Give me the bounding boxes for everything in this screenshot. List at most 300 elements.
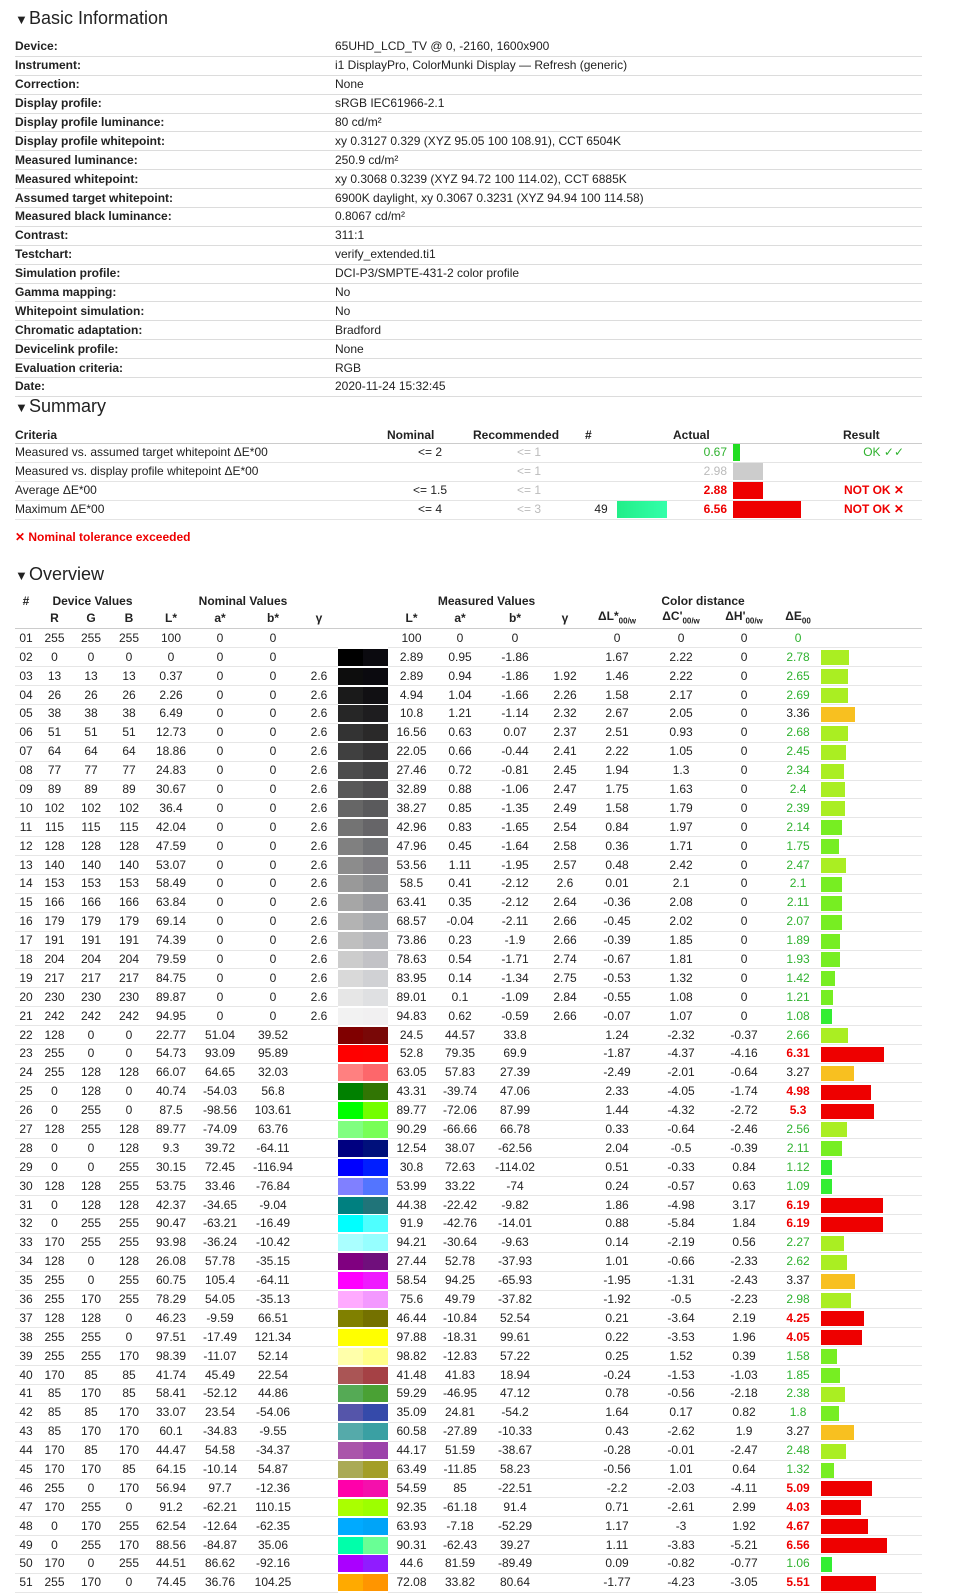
measured-a: 79.35: [435, 1044, 485, 1063]
delta-h: -0.39: [713, 1139, 775, 1158]
delta-c: 2.22: [649, 667, 713, 686]
device-r: 170: [37, 1233, 72, 1252]
delta-h: 1.92: [713, 1517, 775, 1536]
measured-gamma: [545, 1252, 585, 1271]
col-count: #: [585, 426, 617, 444]
delta-e-bar-cell: [821, 742, 922, 761]
device-g: 217: [72, 969, 110, 988]
summary-heading[interactable]: [15, 396, 106, 417]
delta-h: -2.72: [713, 1101, 775, 1120]
measured-l: 30.8: [388, 1158, 435, 1177]
delta-h: 0: [713, 686, 775, 705]
row-number: 22: [15, 1026, 37, 1045]
group-nominal-values: Nominal Values: [198, 594, 288, 608]
nominal-l: 44.51: [148, 1555, 194, 1574]
delta-e: 1.12: [775, 1158, 821, 1177]
delta-e-bar: [821, 764, 844, 779]
swatch-cell: [338, 1139, 388, 1158]
row-number: 49: [15, 1536, 37, 1555]
delta-h: 0: [713, 1007, 775, 1026]
nominal-b: 0: [246, 704, 300, 723]
delta-e-bar: [821, 1104, 874, 1119]
device-swatch: [338, 857, 363, 874]
swatch-cell: [338, 1271, 388, 1290]
delta-e-bar-cell: [821, 1139, 922, 1158]
delta-e-bar: [821, 1538, 887, 1553]
measured-gamma: 2.26: [545, 686, 585, 705]
measured-gamma: [545, 1139, 585, 1158]
col-nominal-l: L*: [148, 609, 194, 629]
device-r: 170: [37, 1441, 72, 1460]
overview-row: [15, 1063, 922, 1082]
device-b: 128: [110, 1252, 148, 1271]
delta-e-bar: [821, 1387, 845, 1402]
measured-l: 16.56: [388, 723, 435, 742]
summary-count-bar-cell: [617, 444, 673, 463]
device-r: 128: [37, 837, 72, 856]
delta-e-bar: [821, 839, 839, 854]
row-number: 44: [15, 1441, 37, 1460]
measured-b: -1.86: [485, 667, 545, 686]
measured-l: 59.29: [388, 1385, 435, 1404]
nominal-a: 0: [194, 1007, 246, 1026]
nominal-l: 0: [148, 648, 194, 667]
nominal-l: 62.54: [148, 1517, 194, 1536]
nominal-b: 110.15: [246, 1498, 300, 1517]
delta-h: 1.84: [713, 1215, 775, 1234]
measured-gamma: 2.47: [545, 780, 585, 799]
measured-l: 42.96: [388, 818, 435, 837]
measured-a: 24.81: [435, 1403, 485, 1422]
device-g: 64: [72, 742, 110, 761]
device-g: 0: [72, 1158, 110, 1177]
measured-a: 0.62: [435, 1007, 485, 1026]
device-r: 255: [37, 629, 72, 648]
nominal-a: -62.21: [194, 1498, 246, 1517]
delta-c: -2.19: [649, 1233, 713, 1252]
delta-c: 2.02: [649, 912, 713, 931]
swatch-cell: [338, 1252, 388, 1271]
info-row: [15, 132, 922, 151]
measured-l: 2.89: [388, 648, 435, 667]
info-key: Display profile:: [15, 94, 335, 113]
measured-a: 0.41: [435, 874, 485, 893]
delta-e-bar-cell: [821, 1347, 922, 1366]
device-swatch: [338, 1102, 363, 1119]
measured-a: 0.72: [435, 761, 485, 780]
measured-l: 35.09: [388, 1403, 435, 1422]
swatch-cell: [338, 648, 388, 667]
measured-a: -27.89: [435, 1422, 485, 1441]
actual-bar: [733, 482, 763, 499]
device-b: 128: [110, 1120, 148, 1139]
measured-a: 33.22: [435, 1177, 485, 1196]
delta-c: 1.97: [649, 818, 713, 837]
overview-row: [15, 1479, 922, 1498]
measured-swatch: [363, 1367, 388, 1384]
nominal-l: 84.75: [148, 969, 194, 988]
nominal-gamma: [300, 1252, 338, 1271]
delta-e-bar: [821, 915, 842, 930]
actual-bar: [733, 463, 763, 480]
measured-a: 0: [435, 629, 485, 648]
nominal-a: 0: [194, 950, 246, 969]
overview-row: [15, 1233, 922, 1252]
device-swatch: [338, 1253, 363, 1270]
nominal-gamma: [300, 1026, 338, 1045]
device-r: 230: [37, 988, 72, 1007]
measured-l: 68.57: [388, 912, 435, 931]
delta-e: 2.98: [775, 1290, 821, 1309]
nominal-l: 30.67: [148, 780, 194, 799]
nominal-gamma: 2.6: [300, 874, 338, 893]
measured-b: -0.59: [485, 1007, 545, 1026]
delta-l: 0.21: [585, 1309, 649, 1328]
device-g: 0: [72, 1252, 110, 1271]
delta-e-bar-cell: [821, 1101, 922, 1120]
measured-swatch: [363, 649, 388, 666]
swatch-cell: [338, 1290, 388, 1309]
nominal-b: 0: [246, 629, 300, 648]
device-g: 0: [72, 1026, 110, 1045]
delta-e-bar: [821, 820, 842, 835]
measured-a: -46.95: [435, 1385, 485, 1404]
nominal-l: 58.41: [148, 1385, 194, 1404]
nominal-l: 30.15: [148, 1158, 194, 1177]
delta-e-bar-cell: [821, 1196, 922, 1215]
measured-a: 38.07: [435, 1139, 485, 1158]
delta-h: -1.03: [713, 1366, 775, 1385]
measured-b: 47.06: [485, 1082, 545, 1101]
device-r: 204: [37, 950, 72, 969]
device-r: 170: [37, 1555, 72, 1574]
summary-criteria: Average ΔE*00: [15, 481, 387, 500]
delta-e-bar-cell: [821, 931, 922, 950]
summary-actual: 2.98: [673, 462, 733, 481]
measured-gamma: 2.49: [545, 799, 585, 818]
nominal-b: 0: [246, 893, 300, 912]
measured-l: 44.17: [388, 1441, 435, 1460]
measured-gamma: [545, 1536, 585, 1555]
delta-e-bar: [821, 1179, 832, 1194]
summary-criteria: Maximum ΔE*00: [15, 500, 387, 519]
nominal-gamma: 2.6: [300, 818, 338, 837]
measured-swatch: [363, 1555, 388, 1572]
overview-row: [15, 1215, 922, 1234]
delta-e-bar: [821, 707, 855, 722]
summary-actual: 2.88: [673, 481, 733, 500]
delta-e-bar: [821, 801, 845, 816]
device-swatch: [338, 1442, 363, 1459]
delta-c: -2.32: [649, 1026, 713, 1045]
delta-l: 2.51: [585, 723, 649, 742]
device-g: 0: [72, 1139, 110, 1158]
measured-b: 47.12: [485, 1385, 545, 1404]
measured-b: -1.66: [485, 686, 545, 705]
delta-l: 0.36: [585, 837, 649, 856]
device-swatch: [338, 1159, 363, 1176]
row-number: 08: [15, 761, 37, 780]
device-b: 255: [110, 1517, 148, 1536]
summary-actual: 0.67: [673, 444, 733, 463]
nominal-b: -12.36: [246, 1479, 300, 1498]
delta-e: 1.75: [775, 837, 821, 856]
device-g: 0: [72, 1479, 110, 1498]
nominal-l: 66.07: [148, 1063, 194, 1082]
delta-h: -1.74: [713, 1082, 775, 1101]
nominal-b: 0: [246, 667, 300, 686]
measured-l: 60.58: [388, 1422, 435, 1441]
nominal-b: -34.37: [246, 1441, 300, 1460]
delta-e-bar-cell: [821, 761, 922, 780]
nominal-b: 0: [246, 780, 300, 799]
info-key: Gamma mapping:: [15, 283, 335, 302]
device-g: 115: [72, 818, 110, 837]
delta-h: 0: [713, 893, 775, 912]
device-swatch: [338, 1008, 363, 1025]
device-r: 170: [37, 1498, 72, 1517]
delta-e: 2.38: [775, 1385, 821, 1404]
delta-h: 1.9: [713, 1422, 775, 1441]
device-g: 13: [72, 667, 110, 686]
measured-l: 63.93: [388, 1517, 435, 1536]
info-key: Evaluation criteria:: [15, 359, 335, 378]
delta-e-bar: [821, 1293, 851, 1308]
measured-a: 1.04: [435, 686, 485, 705]
col-nominal: Nominal: [387, 426, 473, 444]
delta-e-bar: [821, 1519, 868, 1534]
nominal-a: 0: [194, 856, 246, 875]
swatch-cell: [338, 1498, 388, 1517]
row-number: 29: [15, 1158, 37, 1177]
delta-e-bar-cell: [821, 1479, 922, 1498]
measured-gamma: [545, 648, 585, 667]
info-value: No: [335, 302, 922, 321]
device-swatch: [338, 1518, 363, 1535]
device-b: 153: [110, 874, 148, 893]
nominal-l: 9.3: [148, 1139, 194, 1158]
measured-swatch: [363, 668, 388, 685]
delta-e-bar-cell: [821, 1422, 922, 1441]
device-b: 217: [110, 969, 148, 988]
device-b: 140: [110, 856, 148, 875]
overview-row: [15, 1573, 922, 1592]
summary-row: [15, 481, 922, 500]
delta-e-bar: [821, 1557, 832, 1572]
measured-gamma: [545, 1196, 585, 1215]
overview-table: [15, 594, 922, 1593]
nominal-b: 63.76: [246, 1120, 300, 1139]
delta-e-bar-cell: [821, 780, 922, 799]
measured-l: 90.31: [388, 1536, 435, 1555]
delta-e-bar: [821, 1330, 862, 1345]
info-key: Whitepoint simulation:: [15, 302, 335, 321]
device-r: 0: [37, 648, 72, 667]
delta-c: 1.79: [649, 799, 713, 818]
nominal-l: 53.07: [148, 856, 194, 875]
delta-e: 6.19: [775, 1215, 821, 1234]
device-g: 191: [72, 931, 110, 950]
measured-l: 32.89: [388, 780, 435, 799]
device-g: 77: [72, 761, 110, 780]
collapse-triangle-icon[interactable]: ▼: [15, 12, 28, 27]
overview-row: [15, 686, 922, 705]
delta-e-bar-cell: [821, 1177, 922, 1196]
nominal-l: 47.59: [148, 837, 194, 856]
device-g: 230: [72, 988, 110, 1007]
basic-info-heading[interactable]: [15, 8, 168, 29]
swatch-cell: [338, 1196, 388, 1215]
device-b: 255: [110, 1233, 148, 1252]
delta-e-bar-cell: [821, 1044, 922, 1063]
delta-e: 4.05: [775, 1328, 821, 1347]
device-g: 170: [72, 1422, 110, 1441]
summary-criteria: Measured vs. display profile whitepoint ΔE*00: [15, 462, 387, 481]
overview-row: [15, 742, 922, 761]
delta-e: 2.39: [775, 799, 821, 818]
measured-swatch: [363, 630, 388, 647]
overview-heading[interactable]: [15, 564, 104, 585]
delta-l: -2.49: [585, 1063, 649, 1082]
delta-e-bar-cell: [821, 950, 922, 969]
delta-e-bar-cell: [821, 893, 922, 912]
nominal-b: 104.25: [246, 1573, 300, 1592]
delta-c: 2.22: [649, 648, 713, 667]
row-number: 43: [15, 1422, 37, 1441]
device-b: 128: [110, 837, 148, 856]
device-swatch: [338, 989, 363, 1006]
delta-l: 2.22: [585, 742, 649, 761]
device-g: 170: [72, 1290, 110, 1309]
device-r: 255: [37, 1271, 72, 1290]
delta-e: 2.56: [775, 1120, 821, 1139]
nominal-b: -9.55: [246, 1422, 300, 1441]
measured-a: 0.85: [435, 799, 485, 818]
measured-l: 90.29: [388, 1120, 435, 1139]
delta-c: 2.17: [649, 686, 713, 705]
row-number: 06: [15, 723, 37, 742]
device-g: 85: [72, 1441, 110, 1460]
summary-count: [585, 462, 617, 481]
swatch-cell: [338, 856, 388, 875]
device-r: 128: [37, 1252, 72, 1271]
device-g: 255: [72, 1120, 110, 1139]
device-r: 0: [37, 1196, 72, 1215]
device-swatch: [338, 762, 363, 779]
nominal-b: 0: [246, 856, 300, 875]
measured-gamma: 2.74: [545, 950, 585, 969]
device-swatch: [338, 1385, 363, 1402]
measured-b: -37.93: [485, 1252, 545, 1271]
measured-gamma: 1.92: [545, 667, 585, 686]
device-b: 255: [110, 1158, 148, 1177]
delta-c: 1.85: [649, 931, 713, 950]
col-actual-bar: [733, 426, 843, 444]
measured-gamma: 2.37: [545, 723, 585, 742]
overview-row: [15, 1555, 922, 1574]
delta-l: 1.17: [585, 1517, 649, 1536]
measured-l: 38.27: [388, 799, 435, 818]
delta-e-bar: [821, 745, 846, 760]
delta-l: -0.56: [585, 1460, 649, 1479]
device-r: 255: [37, 1479, 72, 1498]
overview-row: [15, 1441, 922, 1460]
overview-row: [15, 912, 922, 931]
delta-e-bar-cell: [821, 667, 922, 686]
device-r: 85: [37, 1403, 72, 1422]
summary-row: [15, 462, 922, 481]
swatch-cell: [338, 667, 388, 686]
measured-a: 1.11: [435, 856, 485, 875]
row-number: 41: [15, 1385, 37, 1404]
col-b: B: [110, 609, 148, 629]
device-g: 128: [72, 1196, 110, 1215]
count-bar: [617, 501, 667, 518]
delta-h: -0.37: [713, 1026, 775, 1045]
delta-h: 0.82: [713, 1403, 775, 1422]
measured-a: 41.83: [435, 1366, 485, 1385]
delta-e-bar-cell: [821, 1309, 922, 1328]
measured-l: 58.54: [388, 1271, 435, 1290]
device-g: 85: [72, 1403, 110, 1422]
delta-c: 1.08: [649, 988, 713, 1007]
overview-row: [15, 629, 922, 648]
delta-c: -0.64: [649, 1120, 713, 1139]
nominal-l: 24.83: [148, 761, 194, 780]
overview-row: [15, 893, 922, 912]
device-b: 255: [110, 1290, 148, 1309]
nominal-b: 0: [246, 837, 300, 856]
delta-e-bar-cell: [821, 1536, 922, 1555]
delta-l: -1.92: [585, 1290, 649, 1309]
delta-e-bar: [821, 1028, 848, 1043]
summary-count: [585, 444, 617, 463]
col-criteria: Criteria: [15, 426, 387, 444]
summary-recommended: <= 3: [473, 500, 585, 519]
measured-l: 63.49: [388, 1460, 435, 1479]
delta-h: 0: [713, 988, 775, 1007]
nominal-b: 0: [246, 818, 300, 837]
nominal-gamma: 2.6: [300, 686, 338, 705]
delta-l: -0.39: [585, 931, 649, 950]
delta-e: 1.32: [775, 1460, 821, 1479]
delta-h: 0.39: [713, 1347, 775, 1366]
device-r: 166: [37, 893, 72, 912]
collapse-triangle-icon[interactable]: ▼: [15, 400, 28, 415]
nominal-gamma: [300, 1082, 338, 1101]
device-g: 255: [72, 1328, 110, 1347]
delta-e: 2.62: [775, 1252, 821, 1271]
delta-l: 0.84: [585, 818, 649, 837]
collapse-triangle-icon[interactable]: ▼: [15, 568, 28, 583]
nominal-l: 6.49: [148, 704, 194, 723]
nominal-b: 66.51: [246, 1309, 300, 1328]
delta-c: -4.32: [649, 1101, 713, 1120]
info-key: Simulation profile:: [15, 264, 335, 283]
row-number: 21: [15, 1007, 37, 1026]
nominal-a: -9.59: [194, 1309, 246, 1328]
measured-l: 22.05: [388, 742, 435, 761]
device-swatch: [338, 649, 363, 666]
delta-e: 2.47: [775, 856, 821, 875]
delta-l: 0.71: [585, 1498, 649, 1517]
measured-l: 53.56: [388, 856, 435, 875]
row-number: 38: [15, 1328, 37, 1347]
delta-e-bar-cell: [821, 969, 922, 988]
measured-a: 0.54: [435, 950, 485, 969]
device-r: 13: [37, 667, 72, 686]
device-swatch: [338, 1555, 363, 1572]
